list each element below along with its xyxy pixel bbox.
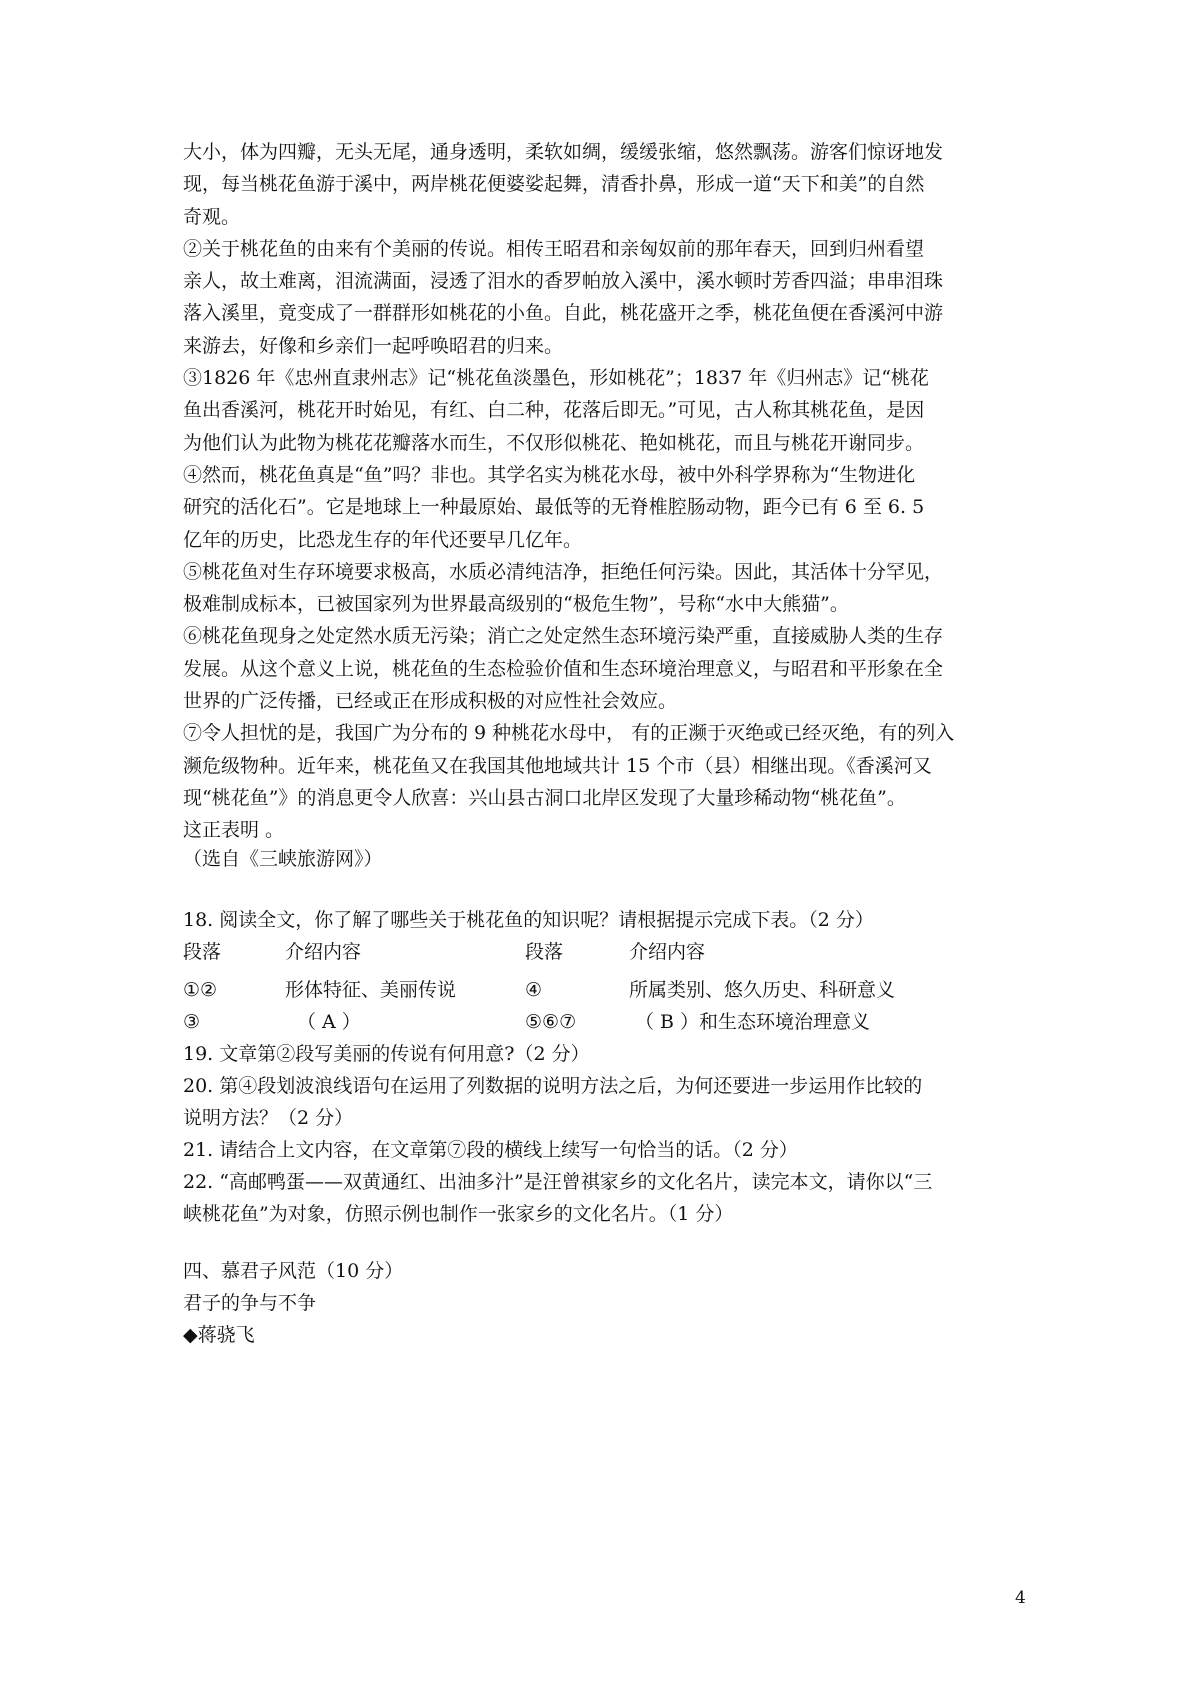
passage-line: ④然而，桃花鱼真是“鱼”吗？非也。其学名实为桃花水母，被中外科学界称为“生物进化 — [183, 463, 916, 486]
passage-line: 发展。从这个意义上说，桃花鱼的生态检验价值和生态环境治理意义，与昭君和平形象在全 — [183, 657, 944, 680]
table-cell: ①② — [183, 979, 218, 1001]
passage-line: 极难制成标本，已被国家列为世界最高级别的“极危生物”，号称“水中大熊猫”。 — [183, 593, 849, 616]
passage-line: ③1826 年《忠州直隶州志》记“桃花鱼淡墨色，形如桃花”；1837 年《归州志》记“桃花 — [183, 367, 929, 390]
question-22: 22. “高邮鸭蛋——双黄通红、出油多汁”是汪曾祺家乡的文化名片，读完本文，请你以“三 — [183, 1171, 933, 1193]
passage-line: ⑤桃花鱼对生存环境要求极高，水质必清纯洁净，拒绝任何污染。因此，其活体十分罕见， — [183, 560, 944, 583]
passage-line: 大小，体为四瓣，无头无尾，通身透明，柔软如绸，缓缓张缩，悠然飘荡。游客们惊讶地发 — [183, 141, 944, 163]
section-heading: 四、慕君子风范（10 分） — [183, 1260, 404, 1282]
table-header — [183, 936, 1043, 968]
passage-line: ⑦令人担忧的是，我国广为分布的 9 种桃花水母中， 有的正濒于灭绝或已经灭绝，有的列入 — [183, 722, 955, 745]
passage-line: 来游去，好像和乡亲们一起呼唤昭君的归来。 — [183, 334, 564, 357]
essay-author: ◆蒋骁飞 — [183, 1324, 255, 1346]
question-20-continued: 说明方法？（2 分） — [183, 1107, 354, 1129]
passage-text — [183, 136, 1035, 847]
header-cell: 介绍内容 — [285, 941, 362, 963]
table-cell: （ B ）和生态环境治理意义 — [635, 1011, 871, 1033]
passage-line: 为他们认为此物为桃花花瓣落水而生，不仅形似桃花、艳如桃花，而且与桃花开谢同步。 — [183, 431, 925, 454]
question-18: 18. 阅读全文，你了解了哪些关于桃花鱼的知识呢？请根据提示完成下表。（2 分） — [183, 909, 874, 931]
table-row — [183, 1006, 1043, 1038]
passage-line: 现，每当桃花鱼游于溪中，两岸桃花便婆娑起舞，清香扑鼻，形成一道“天下和美”的自然 — [183, 173, 925, 196]
table-cell: ④ — [525, 979, 543, 1001]
passage-line: ②关于桃花鱼的由来有个美丽的传说。相传王昭君和亲匈奴前的那年春天，回到归州看望 — [183, 237, 925, 260]
passage-line: 世界的广泛传播，已经或正在形成积极的对应性社会效应。 — [183, 690, 678, 713]
source-citation: （选自《三峡旅游网》） — [183, 848, 383, 870]
table-cell: ③ — [183, 1011, 201, 1033]
passage-line: 研究的活化石”。它是地球上一种最原始、最低等的无脊椎腔肠动物，距今已有 6 至 6. 5 — [183, 496, 925, 519]
passage-line: 鱼出香溪河，桃花开时始见，有红、白二种，花落后即无。”可见，古人称其桃花鱼，是因 — [183, 399, 925, 422]
essay-title: 君子的争与不争 — [183, 1292, 317, 1314]
header-cell: 段落 — [525, 941, 564, 963]
question-21: 21. 请结合上文内容，在文章第⑦段的横线上续写一句恰当的话。（2 分） — [183, 1139, 798, 1161]
page-number: 4 — [1015, 1588, 1026, 1608]
question-19: 19. 文章第②段写美丽的传说有何用意?（2 分） — [183, 1043, 590, 1065]
table-cell: 形体特征、美丽传说 — [285, 979, 457, 1001]
passage-line: 这正表明 。 — [183, 819, 285, 842]
passage-line: 亲人，故土难离，泪流满面，浸透了泪水的香罗帕放入溪中，溪水顿时芳香四溢；串串泪珠 — [183, 270, 944, 293]
header-cell: 段落 — [183, 941, 222, 963]
questions-block — [183, 904, 1043, 1230]
table-cell: （ A ） — [297, 1011, 361, 1033]
table-cell: 所属类别、悠久历史、科研意义 — [629, 979, 896, 1001]
passage-line: 落入溪里，竟变成了一群群形如桃花的小鱼。自此，桃花盛开之季，桃花鱼便在香溪河中游 — [183, 302, 944, 325]
question-20: 20. 第④段划波浪线语句在运用了列数据的说明方法之后，为何还要进一步运用作比较的 — [183, 1075, 923, 1097]
section-four — [183, 1255, 403, 1351]
passage-line: 现“桃花鱼”》的消息更令人欣喜：兴山县古洞口北岸区发现了大量珍稀动物“桃花鱼”。 — [183, 786, 906, 809]
passage-line: 濒危级物种。近年来，桃花鱼又在我国其他地域共计 15 个市（县）相继出现。《香溪河又 — [183, 754, 932, 777]
table-row — [183, 974, 1043, 1006]
header-cell: 介绍内容 — [629, 941, 706, 963]
passage-line: 亿年的历史，比恐龙生存的年代还要早几亿年。 — [183, 528, 583, 551]
passage-line: 奇观。 — [183, 205, 241, 228]
passage-line: ⑥桃花鱼现身之处定然水质无污染；消亡之处定然生态环境污染严重，直接威胁人类的生存 — [183, 625, 944, 648]
table-cell: ⑤⑥⑦ — [525, 1011, 577, 1033]
question-22-continued: 峡桃花鱼”为对象，仿照示例也制作一张家乡的文化名片。（1 分） — [183, 1203, 734, 1225]
